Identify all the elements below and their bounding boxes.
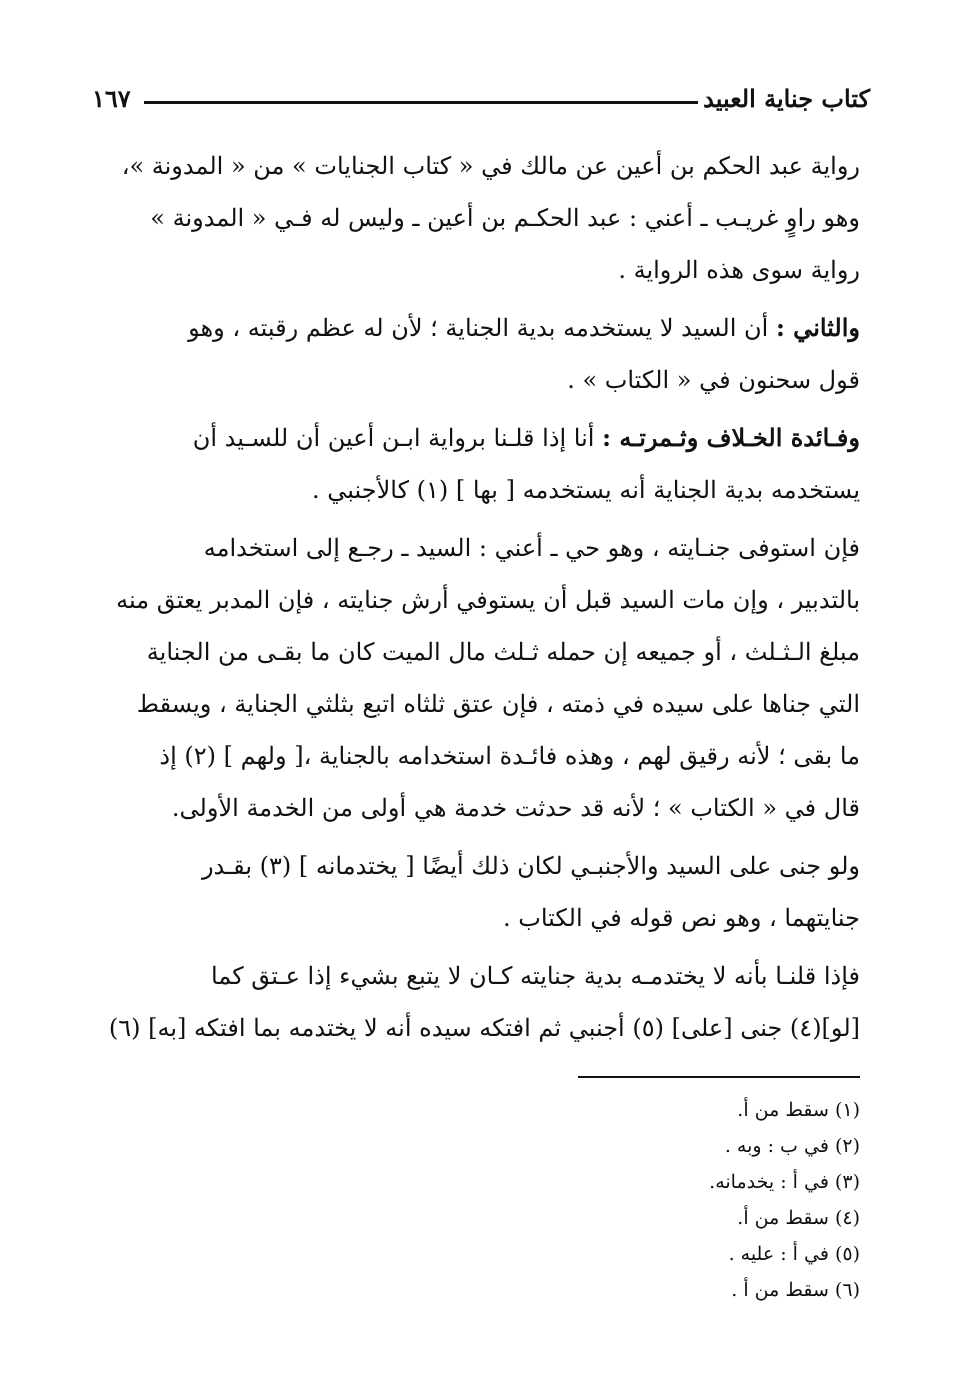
text-line: [لو](٤) جنى [على] (٥) أجنبي ثم افتكه سيده أنه لا يختدمه بما افتكه [به] (٦) bbox=[108, 1014, 860, 1042]
text-line: بالتدبير ، وإن مات السيد قبل أن يستوفي أرش جنايته ، فإن المدبر يعتق منه bbox=[116, 586, 860, 614]
text-line: رواية عبد الحكم بن أعين عن مالك في « كتاب الجنايات » من « المدونة »، bbox=[121, 152, 860, 180]
text-line bbox=[90, 302, 860, 354]
text-line: قول سحنون في « الكتاب » . bbox=[567, 366, 860, 394]
text-line: فإذا قلنـا بأنه لا يختدمـه بدية جنايته كـان لا يتبع بشيء إذا عـتق كما bbox=[211, 962, 860, 990]
text-line: يستخدمه بدية الجناية أنه يستخدمه [ بها ] (١) كالأجنبي . bbox=[312, 476, 860, 504]
paragraph-6 bbox=[90, 950, 860, 1054]
text-line: رواية سوى هذه الرواية . bbox=[618, 256, 860, 284]
paragraph-lead: والثاني : bbox=[775, 313, 860, 342]
body-text bbox=[90, 140, 860, 1060]
footnote-4: (٤) سقط من أ. bbox=[737, 1207, 860, 1229]
paragraph-1 bbox=[90, 140, 860, 296]
footnote-rule bbox=[578, 1076, 860, 1078]
page-number: ١٦٧ bbox=[92, 84, 131, 113]
paragraph-5 bbox=[90, 840, 860, 944]
footnote-5: (٥) في أ : عليه . bbox=[728, 1243, 860, 1265]
text-line: قال في « الكتاب » ؛ لأنه قد حدثت خدمة هي أولى من الخدمة الأولى. bbox=[171, 794, 860, 822]
text-line: وهو راوٍ غريـب ـ أعني : عبد الحكـم بن أعين ـ وليس له فـي « المدونة » bbox=[150, 204, 860, 232]
page-header bbox=[92, 78, 870, 122]
text-line bbox=[90, 412, 860, 464]
header-rule bbox=[144, 101, 698, 104]
text-line: التي جناها على سيده في ذمته ، فإن عتق ثلثاه اتبع بثلثي الجناية ، ويسقط bbox=[136, 690, 860, 718]
running-title: كتاب جناية العبيد bbox=[703, 84, 870, 113]
footnote-3: (٣) في أ : يخدمانه. bbox=[709, 1171, 860, 1193]
text-line: جنايتهما ، وهو نص قوله في الكتاب . bbox=[503, 904, 860, 932]
footnote-6: (٦) سقط من أ . bbox=[731, 1279, 860, 1301]
footnote-2: (٢) في ب : وبه . bbox=[724, 1135, 860, 1157]
paragraph-4 bbox=[90, 522, 860, 834]
footnote-1: (١) سقط من أ. bbox=[737, 1099, 860, 1121]
text-run: أن السيد لا يستخدمه بدية الجناية ؛ لأن له عظم رقبته ، وهو bbox=[188, 314, 776, 342]
text-line: فإن استوفى جنـايته ، وهو حي ـ أعني : السيد ـ رجـع إلى استخدامه bbox=[203, 534, 860, 562]
footnotes bbox=[460, 1092, 860, 1308]
paragraph-3 bbox=[90, 412, 860, 516]
text-line: مبلغ الـثـلث ، أو جميعه إن حمله ثـلث مال الميت كان ما بقـى من الجناية bbox=[146, 638, 860, 666]
text-line: ما بقى ؛ لأنه رقيق لهم ، وهذه فائـدة استخدامه بالجناية ،[ ولهم ] (٢) إذ bbox=[159, 742, 860, 770]
paragraph-lead: وفـائدة الخـلاف وثـمرتـه : bbox=[602, 423, 860, 452]
paragraph-2 bbox=[90, 302, 860, 406]
text-run: أنا إذا قلـنا برواية ابـن أعين أن للسـيد أن bbox=[192, 424, 603, 452]
text-line: ولو جنى على السيد والأجنبـي لكان ذلك أيضًا [ يختدمانه ] (٣) بقـدر bbox=[201, 852, 860, 880]
